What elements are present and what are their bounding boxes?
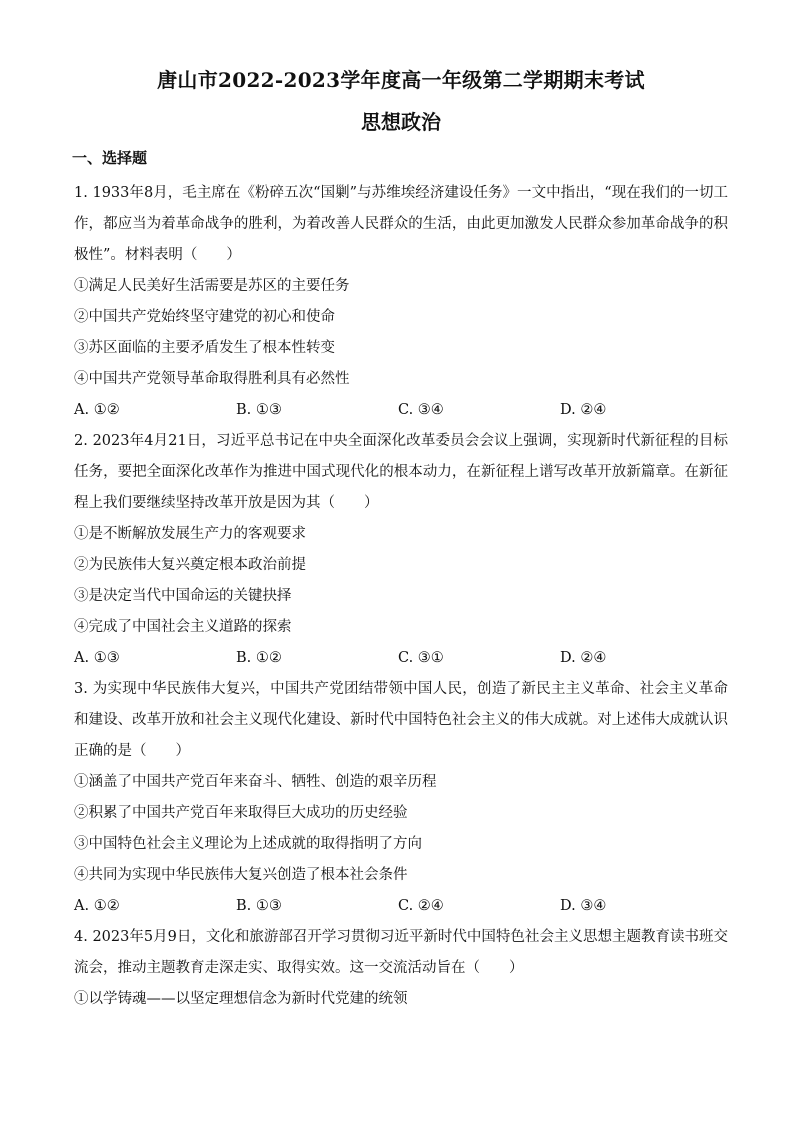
- option-c: C. ③④: [398, 402, 444, 418]
- question-3: [74, 674, 728, 922]
- option-c: C. ②④: [398, 898, 444, 914]
- statement-2: ②积累了中国共产党百年来取得巨大成功的历史经验: [74, 805, 408, 821]
- answer-options: [74, 891, 728, 922]
- option-d: D. ②④: [560, 650, 607, 666]
- statement-4: ④完成了中国社会主义道路的探索: [74, 619, 292, 635]
- option-a: A. ①②: [74, 898, 120, 914]
- statement-1: ①是不断解放发展生产力的客观要求: [74, 526, 306, 542]
- question-2: [74, 426, 728, 674]
- option-d: D. ③④: [560, 898, 607, 914]
- statement-3: ③中国特色社会主义理论为上述成就的取得指明了方向: [74, 836, 422, 852]
- option-b: B. ①②: [236, 650, 282, 666]
- statement-1: ①满足人民美好生活需要是苏区的主要任务: [74, 278, 350, 294]
- statement-4: ④中国共产党领导革命取得胜利具有必然性: [74, 371, 350, 387]
- question-4: [74, 922, 728, 1015]
- section-heading: 一、选择题: [72, 149, 148, 167]
- question-stem: 4. 2023年5月9日，文化和旅游部召开学习贯彻习近平新时代中国特色社会主义思想主题教育读书班交流会，推动主题教育走深走实、取得实效。这一交流活动旨在（ ）: [74, 929, 728, 976]
- option-d: D. ②④: [560, 402, 607, 418]
- exam-subject: 思想政治: [361, 110, 441, 134]
- question-1: [74, 178, 728, 426]
- statement-1: ①以学铸魂——以坚定理想信念为新时代党建的统领: [74, 991, 408, 1007]
- question-stem: 3. 为实现中华民族伟大复兴，中国共产党团结带领中国人民，创造了新民主主义革命、社会主义革命和建设、改革开放和社会主义现代化建设、新时代中国特色社会主义的伟大成就。对上述伟大成就认识正确的是（ ）: [74, 681, 728, 759]
- statement-4: ④共同为实现中华民族伟大复兴创造了根本社会条件: [74, 867, 408, 883]
- statement-3: ③是决定当代中国命运的关键抉择: [74, 588, 292, 604]
- question-stem: 2. 2023年4月21日，习近平总书记在中央全面深化改革委员会会议上强调，实现新时代新征程的目标任务，要把全面深化改革作为推进中国式现代化的根本动力，在新征程上谱写改革开放新篇章。在新征程上我们要继续坚持改革开放是因为其（ ）: [74, 433, 728, 511]
- option-a: A. ①②: [74, 402, 120, 418]
- answer-options: [74, 395, 728, 426]
- statement-2: ②为民族伟大复兴奠定根本政治前提: [74, 557, 306, 573]
- option-b: B. ①③: [236, 402, 282, 418]
- answer-options: [74, 643, 728, 674]
- statement-2: ②中国共产党始终坚守建党的初心和使命: [74, 309, 335, 325]
- question-stem: 1. 1933年8月，毛主席在《粉碎五次“国剿”与苏维埃经济建设任务》一文中指出，“现在我们的一切工作，都应当为着革命战争的胜利，为着改善人民群众的生活，由此更加激发人民群众参加革命战争的积极性”。材料表明（ ）: [74, 185, 728, 263]
- option-b: B. ①③: [236, 898, 282, 914]
- exam-title: 唐山市2022-2023学年度高一年级第二学期期末考试: [157, 68, 645, 92]
- statement-1: ①涵盖了中国共产党百年来奋斗、牺牲、创造的艰辛历程: [74, 774, 437, 790]
- option-c: C. ③①: [398, 650, 444, 666]
- statement-3: ③苏区面临的主要矛盾发生了根本性转变: [74, 340, 335, 356]
- option-a: A. ①③: [74, 650, 120, 666]
